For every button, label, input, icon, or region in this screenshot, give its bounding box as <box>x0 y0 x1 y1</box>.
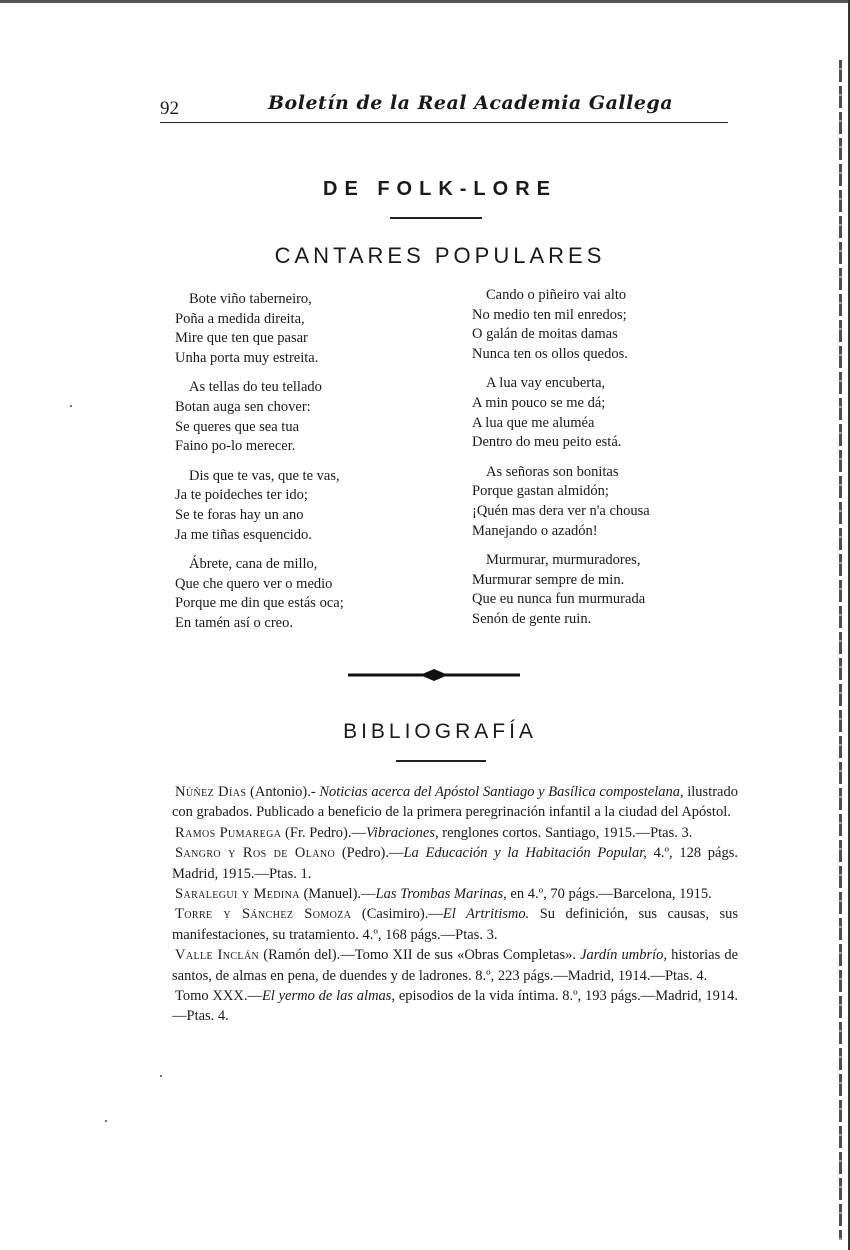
page-top-edge <box>0 0 850 3</box>
verse-line: Botan auga sen chover: <box>175 398 311 415</box>
entry-details: 4.º, 128 págs. Madrid, 1915.—Ptas. 1. <box>172 845 738 882</box>
entry-prefix: (Casimiro).— <box>351 906 443 923</box>
verse-line: A lua vay encuberta, <box>486 375 606 392</box>
title-rule <box>390 217 482 219</box>
bibliography-rule <box>396 760 486 762</box>
scan-speck <box>105 1120 107 1122</box>
entry-prefix: (Pedro).— <box>335 845 404 862</box>
verse-line: O galán de moitas damas <box>472 326 618 343</box>
folklore-subtitle: CANTARES POPULARES <box>274 243 606 268</box>
verse-line: Manejando o azadón! <box>472 522 598 539</box>
bibliography-entry <box>172 945 738 986</box>
entry-details: ilustrado con grabados. Publicado a beneficio de la primera peregrinación infantil a la ciudad del Apóstol. <box>172 784 738 821</box>
verse-line: Ábrete, cana de millo, <box>189 556 318 573</box>
stanza <box>472 551 732 629</box>
entry-details: episodios de la vida íntima. 8.º, 193 págs.—Madrid, 1914.—Ptas. 4. <box>172 988 738 1025</box>
entry-title: Jardín umbrío, <box>580 947 667 964</box>
entry-title: Las Trombas Marinas, <box>375 886 507 903</box>
entry-details: en 4.º, 70 págs.—Barcelona, 1915. <box>506 886 712 903</box>
verse-line: Poña a medida direita, <box>175 310 305 327</box>
stanza <box>175 378 445 456</box>
verse-line: Senón de gente ruin. <box>472 610 592 627</box>
journal-title: Boletín de la Real Academia Gallega <box>268 92 674 114</box>
bibliography-entry <box>172 884 738 904</box>
verse-line: ¡Quén mas dera ver n'a chousa <box>472 502 650 519</box>
verse-line: Que che quero ver o medio <box>175 575 333 592</box>
running-head <box>160 92 728 123</box>
entry-author: Torre y Sánchez Somoza <box>175 906 352 923</box>
bibliography-title: BIBLIOGRAFÍA <box>343 720 537 743</box>
scan-speck <box>160 1075 162 1077</box>
verse-line: Faino po-lo merecer. <box>175 438 296 455</box>
verse-line: Porque gastan almidón; <box>472 483 609 500</box>
bibliography-entry <box>172 823 738 843</box>
entry-author: Sangro y Ros de Olano <box>175 845 336 862</box>
bibliography-entry <box>172 782 738 823</box>
entry-details: historias de santos, de almas en pena, de duendes y de ladrones. 8.º, 223 págs.—Madrid, 1914.—Ptas. 4. <box>172 947 739 984</box>
entry-title: El Artritismo. <box>442 906 530 923</box>
entry-title: Vibraciones, <box>366 824 439 841</box>
verse-line: Se queres que sea tua <box>175 418 300 435</box>
verse-line: Se te foras hay un ano <box>175 506 304 523</box>
entry-author: Ramos Pumarega <box>175 824 282 841</box>
stanza <box>472 286 732 364</box>
stanza <box>175 555 445 633</box>
folklore-title: DE FOLK-LORE <box>323 178 557 200</box>
verse-line: A min pouco se me dá; <box>472 394 606 411</box>
verse-line: Unha porta muy estreita. <box>175 349 319 366</box>
verse-line: Ja te poideches ter ido; <box>175 487 308 504</box>
verse-line: As tellas do teu tellado <box>189 379 322 396</box>
verse-line: Murmurar sempre de min. <box>472 571 625 588</box>
bibliography-entry <box>172 986 738 1027</box>
verse-line: Murmurar, murmuradores, <box>486 552 641 569</box>
page-number: 92 <box>160 98 179 119</box>
bibliography-entry <box>172 843 738 884</box>
entry-details: Su definición, sus causas, sus manifestaciones, su tratamiento. 4.º, 168 págs.—Ptas. 3. <box>172 906 738 943</box>
entry-title: La Educación y la Habitación Popular, <box>403 845 647 862</box>
binding-edge <box>839 60 842 1240</box>
verses-right-column <box>472 286 732 640</box>
verse-line: Dis que te vas, que te vas, <box>189 467 340 484</box>
entry-prefix: (Antonio).- <box>246 784 320 800</box>
verse-line: Dentro do meu peito está. <box>472 434 622 451</box>
ornament-divider <box>348 668 520 682</box>
verses-left-column <box>175 290 445 644</box>
verse-line: Nunca ten os ollos quedos. <box>472 345 628 362</box>
entry-prefix: Tomo XXX.— <box>175 988 262 1005</box>
verse-line: As señoras son bonitas <box>486 463 619 480</box>
verse-line: Bote viño taberneiro, <box>189 291 312 307</box>
verse-line: Cando o piñeiro vai alto <box>486 287 627 303</box>
stanza <box>472 463 732 541</box>
scan-speck <box>70 405 72 407</box>
entry-prefix: (Fr. Pedro).— <box>281 824 367 841</box>
stanza <box>175 467 445 545</box>
verse-line: Porque me din que estás oca; <box>175 595 344 612</box>
verse-line: Ja me tiñas esquencido. <box>175 526 312 543</box>
entry-prefix: (Ramón del).—Tomo XII de sus «Obras Completas». <box>259 947 581 964</box>
bibliography-list <box>172 782 738 1027</box>
entry-author: Valle Inclán <box>175 947 260 964</box>
stanza <box>472 374 732 452</box>
entry-prefix: (Manuel).— <box>299 886 376 903</box>
verse-line: Que eu nunca fun murmurada <box>472 591 646 608</box>
verse-line: En tamén así o creo. <box>175 614 293 631</box>
stanza <box>175 290 445 368</box>
entry-author: Saralegui y Medina <box>175 886 300 903</box>
entry-title: El yermo de las almas, <box>261 988 396 1005</box>
entry-title: Noticias acerca del Apóstol Santiago y Basílica compostelana, <box>319 784 684 800</box>
entry-details: renglones cortos. Santiago, 1915.—Ptas. 3. <box>438 824 693 841</box>
bibliography-entry <box>172 904 738 945</box>
verse-line: Mire que ten que pasar <box>175 330 308 347</box>
verse-line: A lua que me aluméa <box>472 414 595 431</box>
entry-author: Núñez Días <box>175 784 247 800</box>
verse-line: No medio ten mil enredos; <box>472 306 627 323</box>
